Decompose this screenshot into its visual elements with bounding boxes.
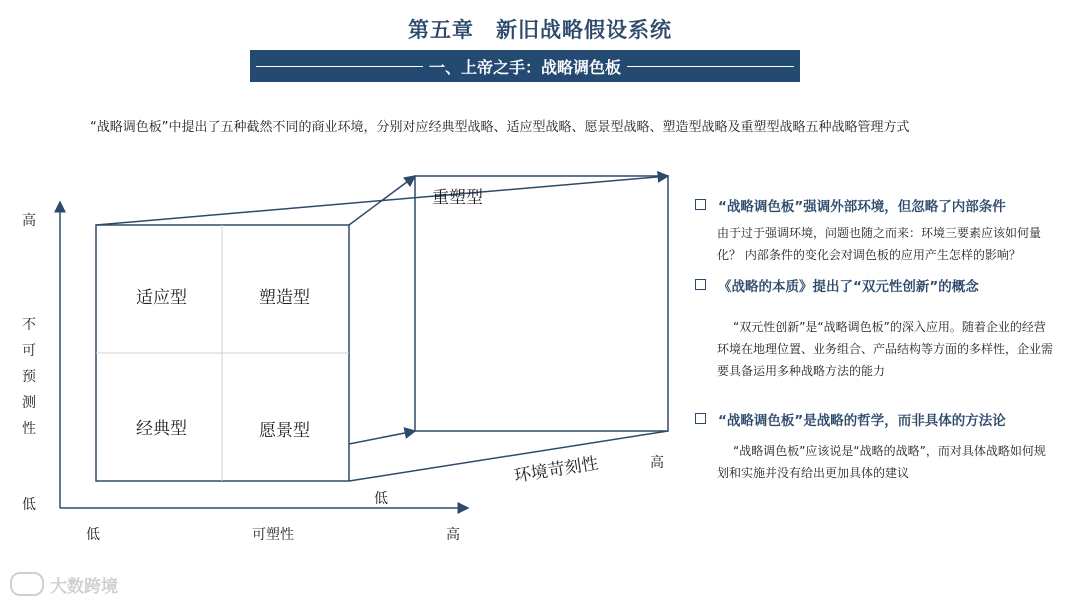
x-axis-low-label: 低: [86, 527, 100, 543]
z-axis-title: 环境苛刻性: [512, 453, 600, 487]
back-face: [415, 176, 668, 431]
cell-shaping: 塑造型: [259, 288, 310, 308]
watermark-logo: [10, 572, 118, 597]
edge-bottom-right: [349, 431, 668, 481]
watermark-text: 大数跨境: [50, 577, 118, 597]
bullet-heading-2: [695, 275, 979, 295]
watermark-logo-icon: [10, 572, 44, 596]
bullet-heading-1-text: “战略调色板”强调外部环境，但忽略了内部条件: [718, 199, 1006, 215]
cell-adaptive: 适应型: [136, 288, 187, 308]
x-axis-high-label: 高: [446, 527, 460, 543]
page-title: 第五章 新旧战略假设系统: [408, 18, 672, 42]
bullet-text-3: “战略调色板”应该说是“战略的战略”，而对具体战略如何规划和实施并没有给出更加具体的建议: [717, 444, 1046, 480]
square-bullet-icon: [695, 199, 706, 210]
bullet-text-1: 由于过于强调环境，问题也随之而来：环境三要素应该如何量化？ 内部条件的变化会对调色板的应用产生怎样的影响？: [717, 226, 1042, 262]
cell-renewal: 重塑型: [432, 188, 483, 208]
cell-visionary: 愿景型: [259, 421, 310, 441]
square-bullet-icon: [695, 279, 706, 290]
y-axis-title: 不可预测性: [22, 317, 36, 437]
bullet-heading-3: [695, 409, 1006, 429]
y-axis-low-label: 低: [22, 497, 36, 513]
edge-top-right: [349, 176, 415, 225]
bullet-heading-3-text: “战略调色板”是战略的哲学，而非具体的方法论: [718, 413, 1006, 429]
x-axis-title: 可塑性: [252, 527, 294, 543]
z-axis-low-label: 低: [374, 491, 388, 507]
y-axis-high-label: 高: [22, 213, 36, 229]
edge-mid-right: [349, 431, 415, 444]
bullet-text-2: “双元性创新”是“战略调色板”的深入应用。随着企业的经营环境在地理位置、业务组合、产品结构等方面的多样性，企业需要具备运用多种战略方法的能力: [717, 320, 1054, 378]
z-axis-high-label: 高: [650, 455, 664, 471]
intro-text: “战略调色板”中提出了五种截然不同的商业环境，分别对应经典型战略、适应型战略、愿景型战略、塑造型战略及重塑型战略五种战略管理方式: [90, 120, 910, 135]
bullet-heading-1: [695, 195, 1006, 215]
bullet-heading-2-text: 《战略的本质》提出了“双元性创新”的概念: [718, 279, 979, 295]
section-subtitle: 一、上帝之手：战略调色板: [429, 57, 622, 77]
cell-classical: 经典型: [136, 419, 187, 439]
square-bullet-icon: [695, 413, 706, 424]
